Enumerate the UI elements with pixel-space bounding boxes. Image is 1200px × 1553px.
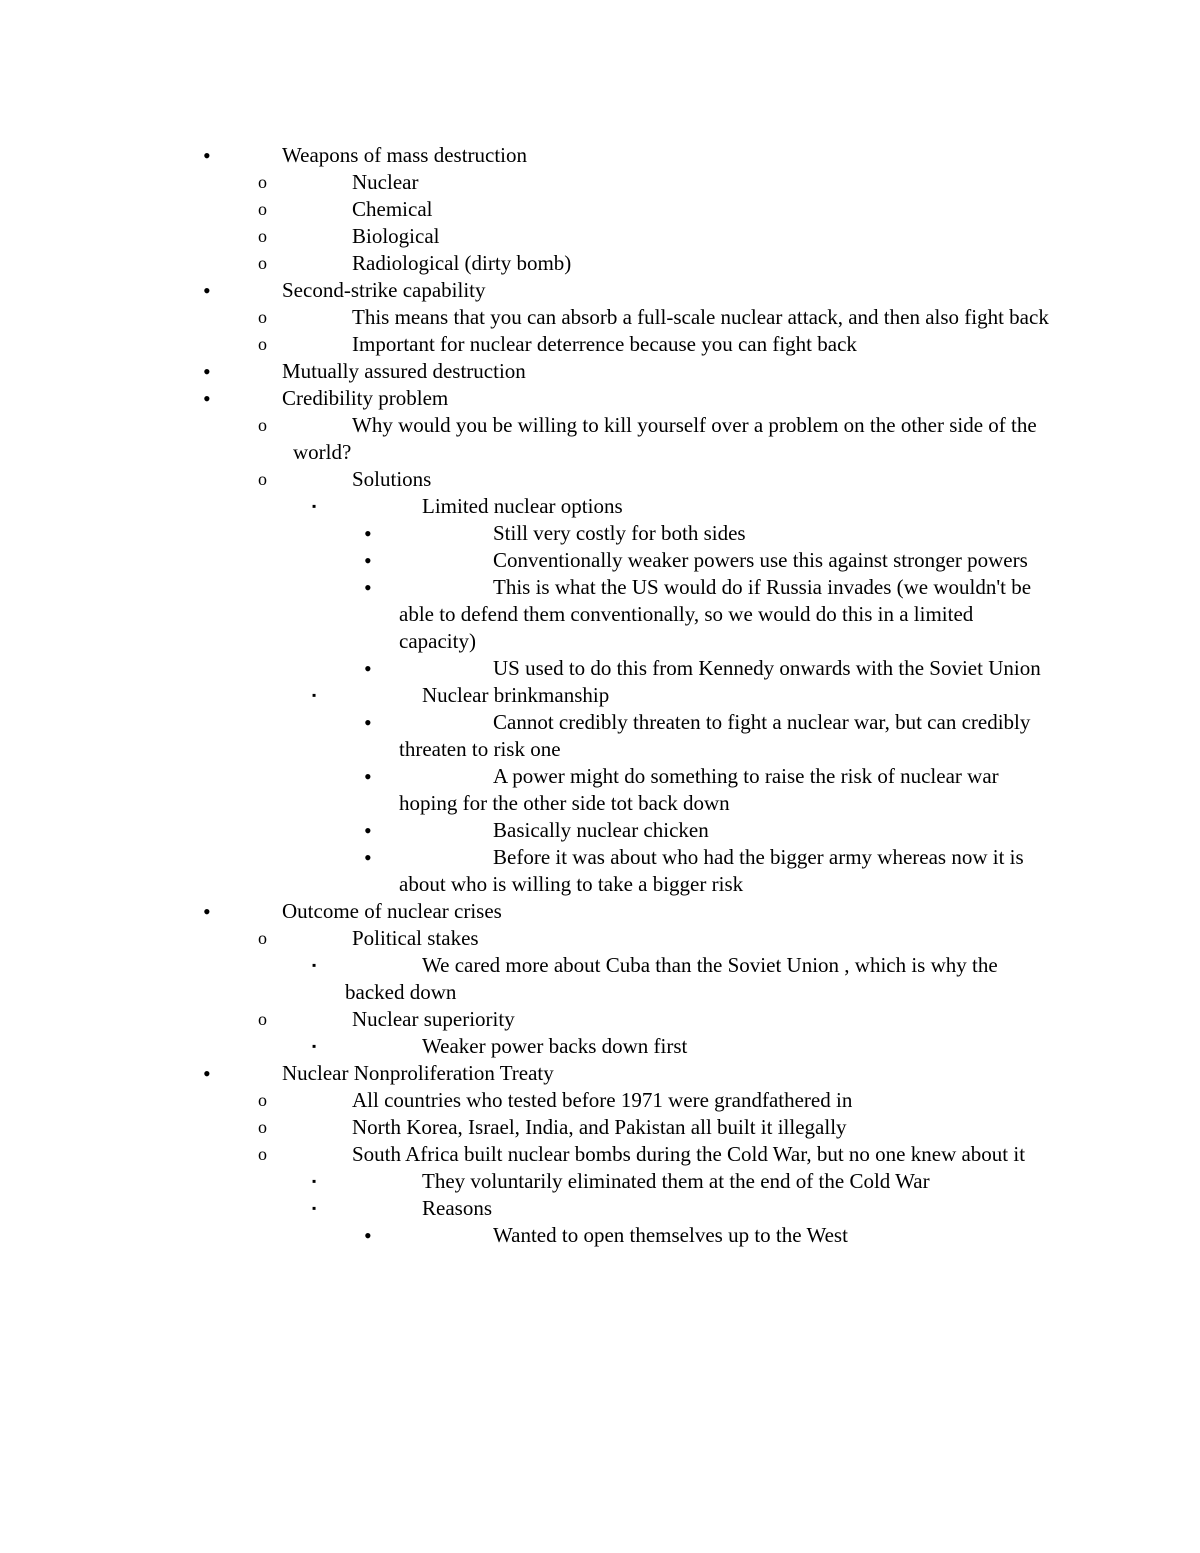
outline-item-text: Radiological (dirty bomb)	[352, 251, 572, 275]
outline-item-level-4	[0, 574, 1200, 655]
outline-item-text: Weapons of mass destruction	[282, 143, 528, 167]
outline-item-text: Why would you be willing to kill yourself over a problem on the other side of the world?	[293, 413, 1037, 464]
bullet-circle-icon: o	[258, 1144, 267, 1164]
bullet-dot-icon: •	[364, 521, 372, 546]
bullet-circle-icon: o	[258, 928, 267, 948]
outline-item-level-2	[0, 331, 1200, 358]
outline-item-level-4	[0, 763, 1200, 817]
bullet-dot-icon: •	[203, 359, 211, 384]
outline-item-level-2	[0, 466, 1200, 493]
outline-item-text: Mutually assured destruction	[282, 359, 526, 383]
outline-item-level-2	[0, 169, 1200, 196]
outline-item-level-3	[0, 1195, 1200, 1222]
bullet-square-icon: ▪	[312, 499, 317, 513]
bullet-circle-icon: o	[258, 1090, 267, 1110]
bullet-dot-icon: •	[203, 143, 211, 168]
bullet-square-icon: ▪	[312, 1174, 317, 1188]
bullet-circle-icon: o	[258, 415, 267, 435]
outline-item-level-2	[0, 304, 1200, 331]
outline-item-text: Nuclear Nonproliferation Treaty	[282, 1061, 554, 1085]
outline-item-text: North Korea, Israel, India, and Pakistan all built it illegally	[352, 1115, 847, 1139]
outline-item-level-4	[0, 817, 1200, 844]
bullet-dot-icon: •	[364, 845, 372, 870]
outline-item-level-2	[0, 223, 1200, 250]
outline-item-level-3	[0, 952, 1200, 1006]
outline-item-level-1	[0, 1060, 1200, 1087]
outline-item-level-2	[0, 196, 1200, 223]
outline-item-text: This is what the US would do if Russia invades (we wouldn't be able to defend them conventionally, so we would do this in a limited capacity)	[399, 575, 1032, 653]
outline-item-text: Reasons	[422, 1196, 492, 1220]
bullet-circle-icon: o	[258, 1009, 267, 1029]
outline-item-text: All countries who tested before 1971 were grandfathered in	[352, 1088, 853, 1112]
bullet-circle-icon: o	[258, 172, 267, 192]
outline-item-text: Nuclear superiority	[352, 1007, 515, 1031]
bullet-dot-icon: •	[364, 818, 372, 843]
outline-item-text: This means that you can absorb a full-scale nuclear attack, and then also fight back	[352, 305, 1049, 329]
outline-item-level-1	[0, 142, 1200, 169]
bullet-dot-icon: •	[364, 1223, 372, 1248]
outline-item-text: Biological	[352, 224, 440, 248]
bullet-dot-icon: •	[364, 575, 372, 600]
outline-item-text: Basically nuclear chicken	[493, 818, 709, 842]
bullet-square-icon: ▪	[312, 688, 317, 702]
outline-item-level-1	[0, 277, 1200, 304]
outline-item-text: Solutions	[352, 467, 432, 491]
outline-item-text: Limited nuclear options	[422, 494, 623, 518]
outline-item-text: US used to do this from Kennedy onwards with the Soviet Union	[493, 656, 1041, 680]
outline-item-level-2	[0, 412, 1200, 466]
bullet-circle-icon: o	[258, 469, 267, 489]
outline-item-text: Political stakes	[352, 926, 479, 950]
bullet-circle-icon: o	[258, 307, 267, 327]
outline-item-level-3	[0, 493, 1200, 520]
outline-item-level-4	[0, 1222, 1200, 1249]
outline-item-text: Nuclear brinkmanship	[422, 683, 610, 707]
outline-item-text: Before it was about who had the bigger army whereas now it is about who is willing to take a bigger risk	[399, 845, 1024, 896]
outline-list	[0, 142, 1200, 1249]
bullet-square-icon: ▪	[312, 1201, 317, 1215]
bullet-circle-icon: o	[258, 253, 267, 273]
bullet-square-icon: ▪	[312, 958, 317, 972]
outline-item-text: Important for nuclear deterrence because you can fight back	[352, 332, 857, 356]
outline-item-level-4	[0, 655, 1200, 682]
outline-item-text: Credibility problem	[282, 386, 449, 410]
outline-item-level-3	[0, 682, 1200, 709]
bullet-dot-icon: •	[203, 386, 211, 411]
outline-item-text: They voluntarily eliminated them at the end of the Cold War	[422, 1169, 930, 1193]
outline-item-level-2	[0, 1087, 1200, 1114]
outline-item-text: Still very costly for both sides	[493, 521, 746, 545]
bullet-dot-icon: •	[364, 548, 372, 573]
outline-item-text: Second-strike capability	[282, 278, 486, 302]
outline-item-level-1	[0, 358, 1200, 385]
outline-item-text: Chemical	[352, 197, 433, 221]
bullet-circle-icon: o	[258, 226, 267, 246]
outline-item-level-2	[0, 1006, 1200, 1033]
outline-item-level-2	[0, 1114, 1200, 1141]
outline-item-text: Outcome of nuclear crises	[282, 899, 502, 923]
outline-item-level-4	[0, 709, 1200, 763]
outline-item-text: Conventionally weaker powers use this against stronger powers	[493, 548, 1028, 572]
outline-item-level-4	[0, 520, 1200, 547]
outline-item-level-4	[0, 547, 1200, 574]
outline-item-text: Weaker power backs down first	[422, 1034, 688, 1058]
outline-item-level-2	[0, 925, 1200, 952]
outline-item-text: Nuclear	[352, 170, 419, 194]
bullet-circle-icon: o	[258, 334, 267, 354]
outline-item-level-4	[0, 844, 1200, 898]
bullet-dot-icon: •	[364, 656, 372, 681]
bullet-dot-icon: •	[364, 764, 372, 789]
outline-item-level-1	[0, 385, 1200, 412]
outline-item-level-3	[0, 1033, 1200, 1060]
outline-item-text: A power might do something to raise the risk of nuclear war hoping for the other side tot back down	[399, 764, 999, 815]
outline-item-level-3	[0, 1168, 1200, 1195]
bullet-dot-icon: •	[203, 278, 211, 303]
outline-item-level-1	[0, 898, 1200, 925]
bullet-dot-icon: •	[203, 1061, 211, 1086]
outline-item-level-2	[0, 1141, 1200, 1168]
outline-item-level-2	[0, 250, 1200, 277]
outline-item-text: Wanted to open themselves up to the West	[493, 1223, 848, 1247]
outline-item-text: We cared more about Cuba than the Soviet Union , which is why the backed down	[345, 953, 998, 1004]
outline-item-text: Cannot credibly threaten to fight a nuclear war, but can credibly threaten to risk one	[399, 710, 1031, 761]
bullet-circle-icon: o	[258, 199, 267, 219]
bullet-circle-icon: o	[258, 1117, 267, 1137]
bullet-square-icon: ▪	[312, 1039, 317, 1053]
outline-item-text: South Africa built nuclear bombs during the Cold War, but no one knew about it	[352, 1142, 1026, 1166]
bullet-dot-icon: •	[364, 710, 372, 735]
bullet-dot-icon: •	[203, 899, 211, 924]
